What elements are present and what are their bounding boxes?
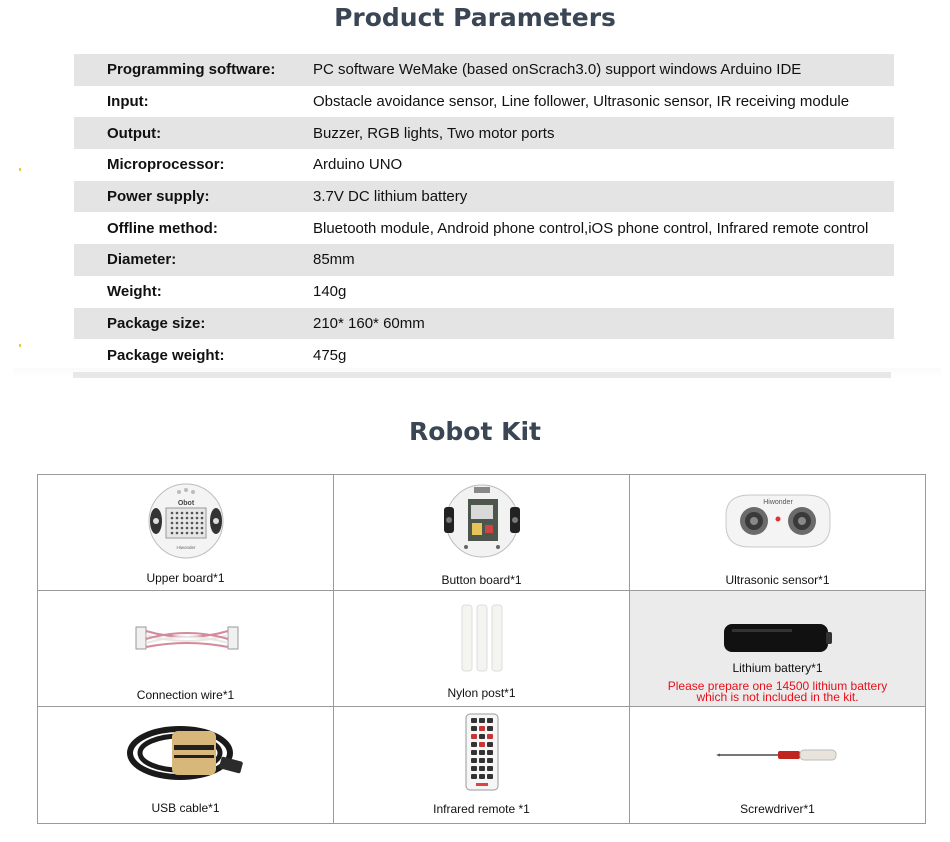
brand-text: Hiwonder: [176, 545, 196, 550]
kit-item-ultrasonic-sensor: [630, 475, 925, 591]
kit-caption: Nylon post*1: [447, 686, 516, 700]
param-value: Buzzer, RGB lights, Two motor ports: [313, 124, 555, 142]
param-label: Diameter:: [107, 251, 177, 269]
param-value: 475g: [313, 346, 347, 364]
lithium-battery-icon: [722, 621, 834, 655]
param-value: Obstacle avoidance sensor, Line follower, Ultrasonic sensor, IR receiving module: [313, 93, 850, 111]
param-row-offline-method: [74, 212, 894, 244]
screwdriver-icon: [716, 747, 840, 763]
kit-item-button-board: [334, 475, 630, 591]
robot-kit-grid: [37, 474, 926, 824]
param-label: Output:: [107, 124, 162, 142]
kit-caption: Ultrasonic sensor*1: [725, 573, 830, 587]
param-label: Weight:: [107, 283, 162, 301]
parameters-table: [74, 54, 894, 371]
param-label: Input:: [107, 93, 149, 111]
param-row-input: [74, 86, 894, 118]
kit-caption: Lithium battery*1: [732, 661, 823, 675]
kit-item-nylon-post: [334, 591, 630, 707]
obot-logo-text: Obot: [177, 500, 195, 507]
battery-note-line1: Please prepare one 14500 lithium battery: [667, 679, 888, 693]
param-value: Arduino UNO: [313, 156, 403, 174]
usb-cable-icon: [124, 721, 248, 785]
ultrasonic-sensor-icon: [720, 489, 836, 553]
param-row-diameter: [74, 244, 894, 276]
param-value: Bluetooth module, Android phone control,iOS phone control, Infrared remote control: [313, 219, 869, 237]
param-row-microprocessor: [74, 149, 894, 181]
param-row-output: [74, 117, 894, 149]
param-row-package-size: [74, 308, 894, 340]
button-board-icon: [442, 481, 522, 561]
param-value: 85mm: [313, 251, 355, 269]
infrared-remote-icon: [464, 713, 500, 791]
kit-item-lithium-battery: [630, 591, 925, 707]
stray-dot: [19, 168, 21, 171]
param-row-programming-software: [74, 54, 894, 86]
kit-caption: Upper board*1: [146, 571, 225, 585]
kit-item-screwdriver: [630, 707, 925, 823]
stray-dot: [19, 344, 21, 347]
kit-item-connection-wire: [38, 591, 334, 707]
table-bottom-bar: [73, 372, 891, 378]
param-value: PC software WeMake (based onScrach3.0) support windows Arduino IDE: [313, 61, 802, 79]
kit-item-infrared-remote: [334, 707, 630, 823]
product-parameters-title: Product Parameters: [334, 3, 616, 32]
kit-caption: Screwdriver*1: [740, 802, 815, 816]
param-value: 140g: [313, 283, 347, 301]
kit-item-usb-cable: [38, 707, 334, 823]
brand-text: Hiwonder: [763, 499, 793, 506]
robot-kit-title: Robot Kit: [408, 417, 542, 446]
kit-caption: USB cable*1: [151, 801, 220, 815]
kit-caption: Infrared remote *1: [433, 802, 530, 816]
param-row-power-supply: [74, 181, 894, 213]
param-row-weight: [74, 276, 894, 308]
battery-note-line2: which is not included in the kit.: [696, 690, 859, 704]
kit-caption: Connection wire*1: [136, 688, 235, 702]
kit-item-upper-board: [38, 475, 334, 591]
param-label: Microprocessor:: [107, 156, 225, 174]
param-row-package-weight: [74, 339, 894, 371]
param-value: 3.7V DC lithium battery: [313, 188, 468, 206]
upper-board-icon: [146, 481, 226, 561]
param-label: Package weight:: [107, 346, 225, 364]
param-label: Programming software:: [107, 61, 276, 79]
param-value: 210* 160* 60mm: [313, 314, 425, 332]
param-label: Package size:: [107, 314, 206, 332]
nylon-post-icon: [458, 603, 506, 673]
param-label: Power supply:: [107, 188, 210, 206]
kit-caption: Button board*1: [441, 573, 522, 587]
param-label: Offline method:: [107, 219, 218, 237]
connection-wire-icon: [134, 619, 240, 659]
